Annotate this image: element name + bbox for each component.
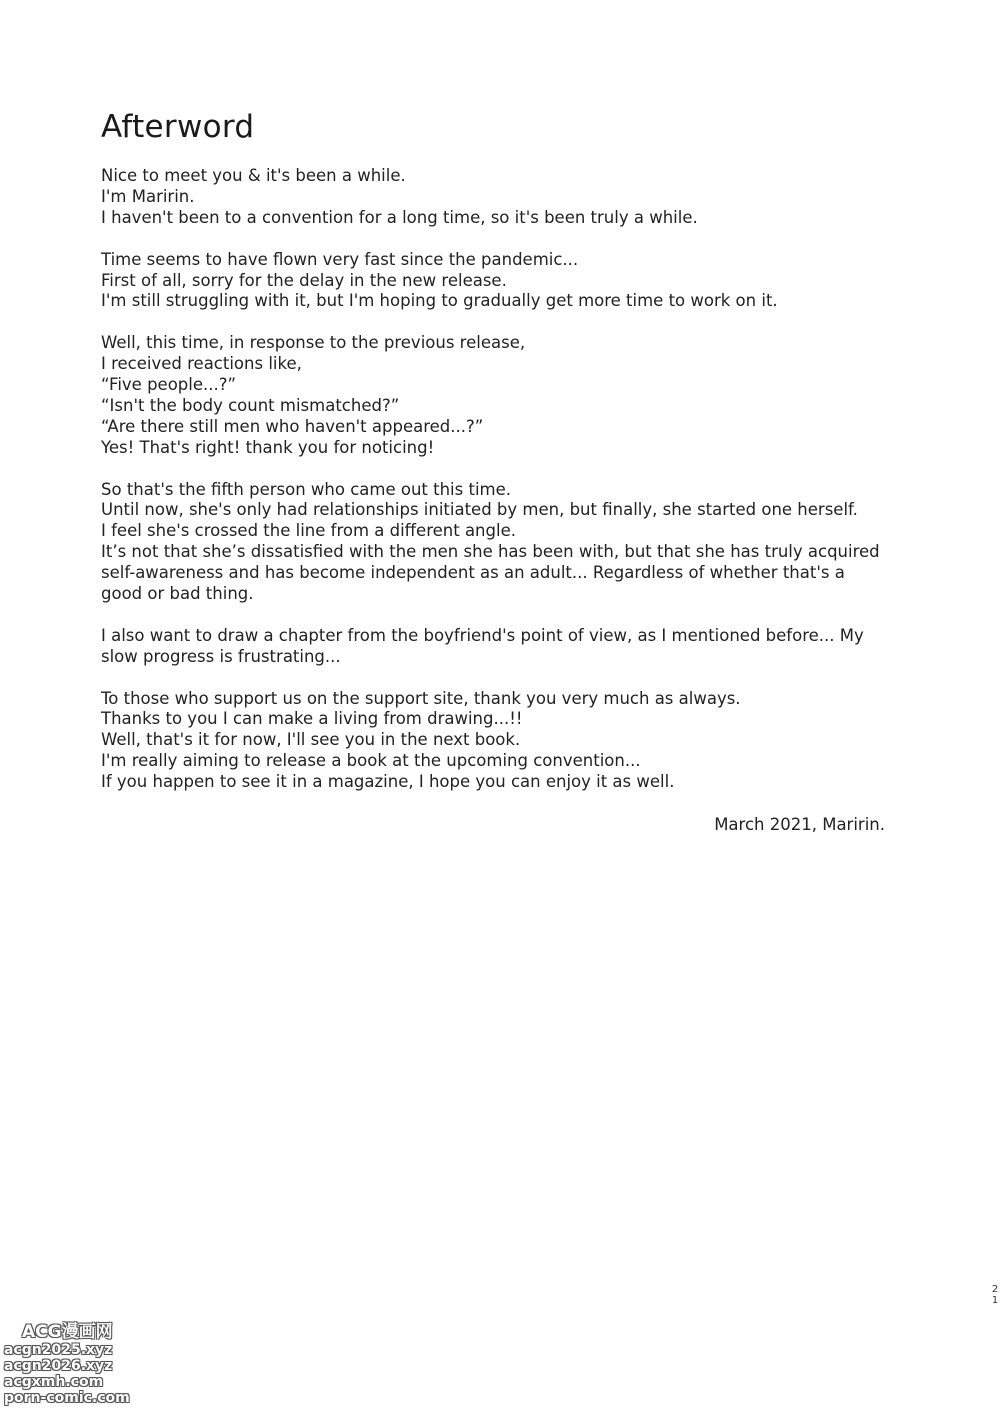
watermark-line: acgn2025.xyz	[4, 1342, 113, 1358]
text-line: I also want to draw a chapter from the boyfriend's point of view, as I mentioned before... My	[101, 625, 864, 645]
text-line: “Are there still men who haven't appeared...?”	[101, 416, 484, 436]
paragraph	[101, 250, 901, 313]
text-line: I received reactions like,	[101, 354, 302, 374]
watermark	[4, 1322, 134, 1406]
text-line: I feel she's crossed the line from a different angle.	[101, 521, 516, 541]
text-line: So that's the fifth person who came out this time.	[101, 479, 511, 499]
text-line: Yes! That's right! thank you for noticing!	[101, 437, 435, 457]
paragraph	[101, 626, 901, 668]
text-line: Well, that's it for now, I'll see you in the next book.	[101, 730, 521, 750]
page-number-digit: 1	[991, 1295, 999, 1306]
paragraph	[101, 333, 901, 458]
page-title: Afterword	[101, 109, 255, 145]
text-line: “Isn't the body count mismatched?”	[101, 395, 400, 415]
paragraph	[101, 689, 901, 794]
text-line: I'm really aiming to release a book at the upcoming convention...	[101, 751, 641, 771]
signature: March 2021, Maririn.	[714, 815, 885, 834]
text-line: First of all, sorry for the delay in the new release.	[101, 270, 507, 290]
text-line: To those who support us on the support site, thank you very much as always.	[101, 688, 741, 708]
watermark-line: acgn2026.xyz	[4, 1358, 113, 1374]
paragraph	[101, 480, 901, 605]
text-line: slow progress is frustrating...	[101, 646, 341, 666]
watermark-line: porn-comic.com	[4, 1390, 130, 1406]
text-line: good or bad thing.	[101, 584, 254, 604]
page-number	[989, 1284, 1000, 1306]
text-line: If you happen to see it in a magazine, I hope you can enjoy it as well.	[101, 772, 675, 792]
watermark-line: acgxmh.com	[4, 1374, 104, 1390]
text-line: I'm Maririn.	[101, 186, 195, 206]
page-number-digit: 2	[991, 1284, 999, 1295]
text-line: I'm still struggling with it, but I'm hoping to gradually get more time to work on it.	[101, 291, 778, 311]
text-line: Thanks to you I can make a living from drawing...!!	[101, 709, 523, 729]
text-line: Nice to meet you & it's been a while.	[101, 166, 406, 185]
text-line: Time seems to have flown very fast since the pandemic...	[101, 249, 579, 269]
afterword-body	[101, 166, 901, 814]
watermark-line: ACG漫画网	[22, 1322, 113, 1342]
text-line: I haven't been to a convention for a long time, so it's been truly a while.	[101, 207, 698, 227]
text-line: Until now, she's only had relationships initiated by men, but finally, she started one herself.	[101, 500, 858, 520]
text-line: “Five people...?”	[101, 375, 237, 395]
text-line: It’s not that she’s dissatisfied with the men she has been with, but that she has truly acquired	[101, 542, 880, 562]
text-line: self-awareness and has become independent as an adult... Regardless of whether that's a	[101, 563, 845, 583]
paragraph	[101, 166, 901, 229]
text-line: Well, this time, in response to the previous release,	[101, 333, 526, 353]
